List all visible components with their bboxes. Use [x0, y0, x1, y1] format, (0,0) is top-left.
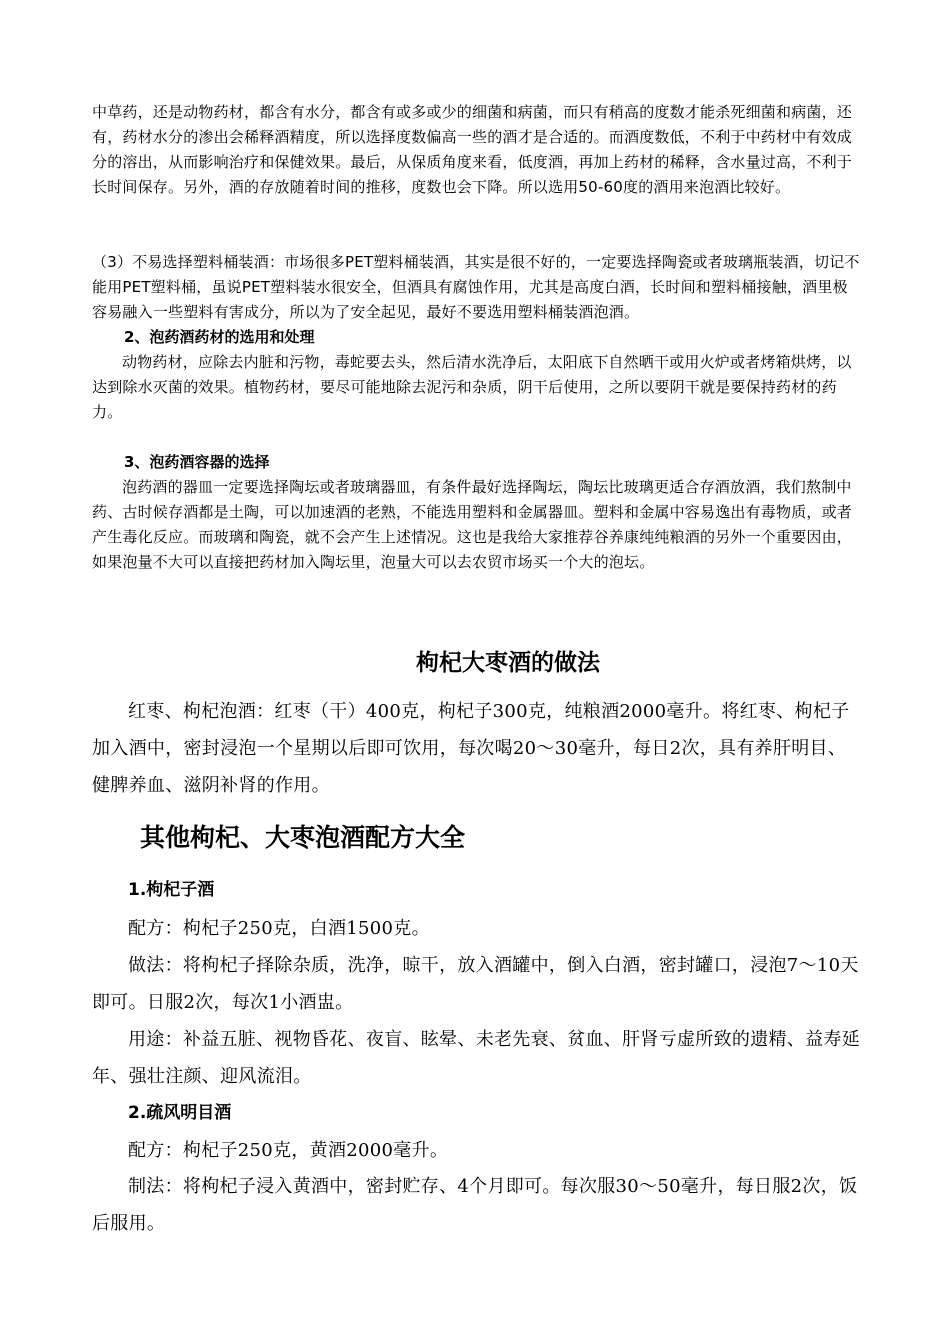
recipe-paragraph: 红枣、枸杞泡酒：红枣（干）400克，枸杞子300克，纯粮酒2000毫升。将红枣、枸杞子加入酒中，密封浸泡一个星期以后即可饮用，每次喝20～30毫升，每日2次，具有养肝明目、健脾养血、滋阴补肾的作用。: [92, 701, 850, 796]
section3-heading: 3、泡药酒容器的选择: [124, 453, 270, 471]
recipe2-method: 制法：将枸杞子浸入黄酒中，密封贮存、4个月即可。每次服30～50毫升，每日服2次，饭后服用。: [92, 1176, 858, 1234]
section2-heading: 2、泡药酒药材的选用和处理: [124, 328, 315, 346]
recipe1-usage: 用途：补益五脏、视物昏花、夜盲、眩晕、未老先衰、贫血、肝肾亏虚所致的遗精、益寿延年、强壮注颜、迎风流泪。: [92, 1029, 860, 1087]
recipe2-formula: 配方：枸杞子250克，黄酒2000毫升。: [128, 1140, 449, 1161]
recipe1-method: 做法：将枸杞子择除杂质，洗净，晾干，放入酒罐中，倒入白酒，密封罐口，浸泡7～10天即可。日服2次，每次1小酒盅。: [92, 955, 859, 1013]
other-recipes-title: 其他枸杞、大枣泡酒配方大全: [140, 823, 466, 852]
recipe2-title: 2.疏风明目酒: [128, 1103, 232, 1123]
intro-paragraph: 中草药，还是动物药材，都含有水分，都含有或多或少的细菌和病菌，而只有稍高的度数才能杀死细菌和病菌，还有，药材水分的渗出会稀释酒精度，所以选择度数偏高一些的酒才是合适的。而酒度数低，不利于中药材中有效成分的溶出，从而影响治疗和保健效果。最后，从保质角度来看，低度酒，再加上药材的稀释，含水量过高，不利于长时间保存。另外，酒的存放随着时间的推移，度数也会下降。所以选用50-60度的酒用来泡酒比较好。: [92, 103, 853, 196]
recipe1-title: 1.枸杞子酒: [128, 880, 215, 900]
section2-body: 动物药材，应除去内脏和污物，毒蛇要去头，然后清水洗净后，太阳底下自然晒干或用火炉或者烤箱烘烤，以达到除水灭菌的效果。植物药材，要尽可能地除去泥污和杂质，阴干后使用，之所以要阴干就是要保持药材的药力。: [92, 353, 852, 421]
recipe1-formula: 配方：枸杞子250克，白酒1500克。: [128, 918, 430, 939]
point3-paragraph: （3）不易选择塑料桶装酒：市场很多PET塑料桶装酒，其实是很不好的，一定要选择陶瓷或者玻璃瓶装酒，切记不能用PET塑料桶，虽说PET塑料装水很安全，但酒具有腐蚀作用，尤其是高度白酒，长时间和塑料桶接触，酒里极容易融入一些塑料有害成分，所以为了安全起见，最好不要选用塑料桶装酒泡酒。: [92, 253, 860, 321]
recipe-title: 枸杞大枣酒的做法: [416, 650, 600, 676]
section3-body: 泡药酒的器皿一定要选择陶坛或者玻璃器皿，有条件最好选择陶坛，陶坛比玻璃更适合存酒放酒，我们熬制中药、古时候存酒都是土陶，可以加速酒的老熟，不能选用塑料和金属器皿。塑料和金属中容易逸出有毒物质，或者产生毒化反应。而玻璃和陶瓷，就不会产生上述情况。这也是我给大家推荐谷养康纯纯粮酒的另外一个重要因由，如果泡量不大可以直接把药材加入陶坛里，泡量大可以去农贸市场买一个大的泡坛。: [92, 478, 853, 571]
